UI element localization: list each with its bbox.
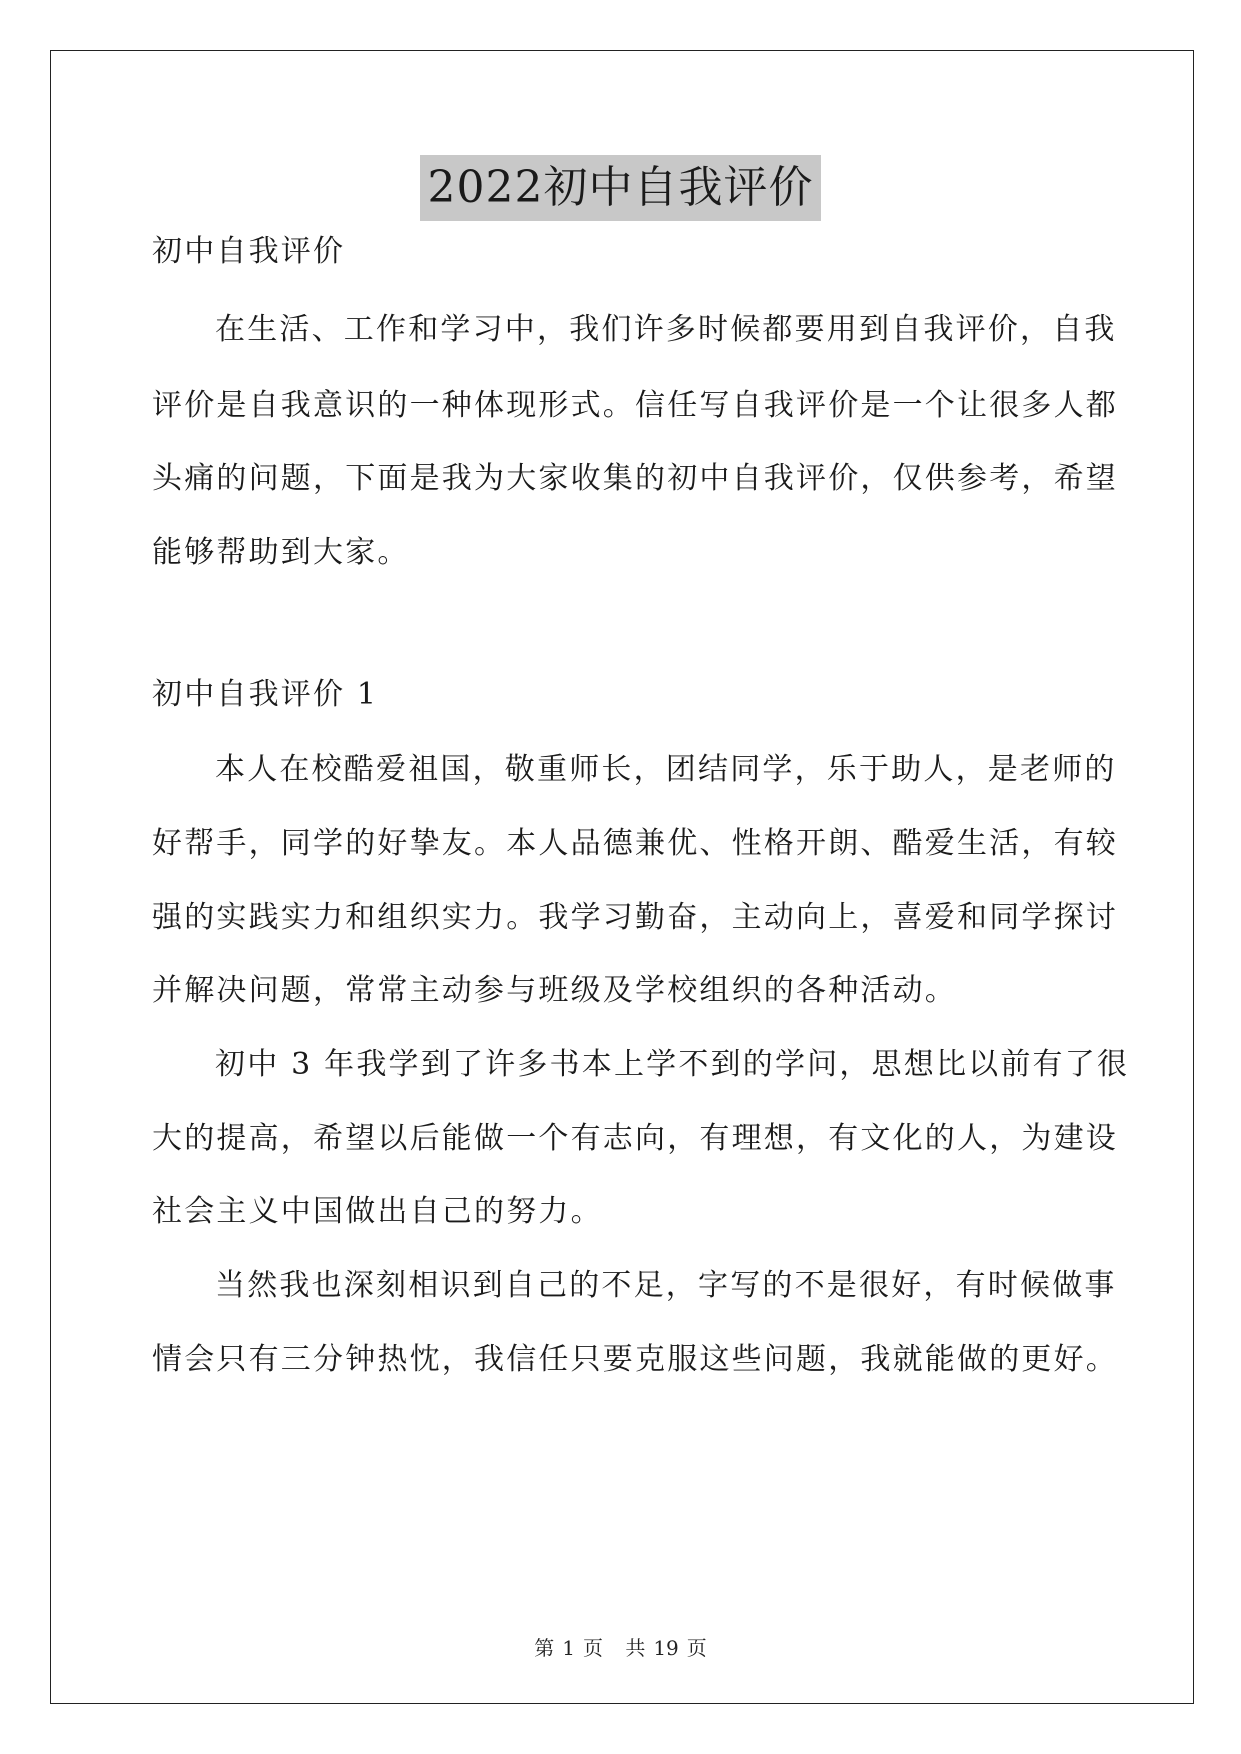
paragraph-line: 并解决问题，常常主动参与班级及学校组织的各种活动。 — [152, 973, 957, 1008]
paragraph-line: 情会只有三分钟热忱，我信任只要克服这些问题，我就能做的更好。 — [152, 1342, 1118, 1377]
page-border — [50, 50, 1194, 1704]
paragraph-line: 初中 3 年我学到了许多书本上学不到的学问，思想比以前有了很 — [215, 1047, 1130, 1082]
paragraph-line: 强的实践实力和组织实力。我学习勤奋，主动向上，喜爱和同学探讨 — [152, 900, 1118, 935]
section-heading: 初中自我评价 — [152, 234, 346, 269]
paragraph-line: 能够帮助到大家。 — [152, 535, 410, 570]
page-indicator — [530, 1636, 607, 1660]
section-heading: 初中自我评价 1 — [152, 677, 379, 712]
total-pages-indicator — [621, 1636, 710, 1660]
page-footer — [0, 1632, 1241, 1661]
paragraph-line: 好帮手，同学的好挚友。本人品德兼优、性格开朗、酷爱生活，有较 — [152, 826, 1118, 861]
paragraph-line: 头痛的问题，下面是我为大家收集的初中自我评价，仅供参考，希望 — [152, 461, 1118, 496]
page-number: 1 — [562, 1636, 575, 1660]
paragraph-line: 当然我也深刻相识到自己的不足，字写的不是很好，有时候做事 — [215, 1268, 1117, 1303]
document-title: 2022初中自我评价 — [420, 155, 822, 221]
total-label: 共 — [625, 1636, 646, 1660]
total-unit: 页 — [686, 1636, 707, 1660]
paragraph-line: 社会主义中国做出自己的努力。 — [152, 1194, 603, 1229]
paragraph-line: 大的提高，希望以后能做一个有志向，有理想，有文化的人，为建设 — [152, 1121, 1118, 1156]
total-pages: 19 — [653, 1636, 679, 1660]
paragraph-line: 评价是自我意识的一种体现形式。信任写自我评价是一个让很多人都 — [152, 388, 1118, 423]
page-label: 第 — [534, 1636, 555, 1660]
paragraph-line: 在生活、工作和学习中，我们许多时候都要用到自我评价，自我 — [215, 312, 1117, 347]
page-unit: 页 — [582, 1636, 603, 1660]
title-container — [0, 155, 1241, 221]
paragraph-line: 本人在校酷爱祖国，敬重师长，团结同学，乐于助人，是老师的 — [215, 752, 1117, 787]
